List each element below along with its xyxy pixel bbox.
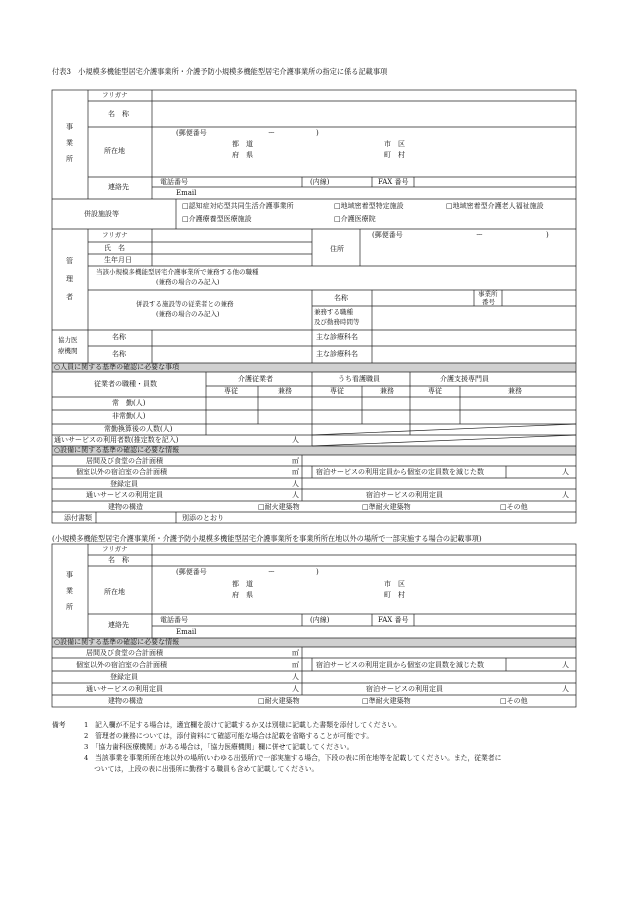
staff-part-1: 兼務: [278, 387, 292, 395]
branch-name-label: 名 称: [108, 556, 129, 564]
branch-stay-capacity-diff-unit: 人: [562, 661, 569, 669]
facility-stay-capacity-diff-unit: 人: [562, 468, 569, 476]
office-postal-label: (郵便番号: [176, 129, 207, 137]
branch-office-label-1: 事: [66, 571, 73, 579]
staff-section-header: ○人員に関する基準の確認に必要な事項: [54, 363, 180, 371]
office-fuken: 府 県: [232, 151, 253, 159]
staff-part-3: 兼務: [508, 387, 522, 395]
manager-c-office-no-1: 事業所: [478, 290, 498, 298]
branch-postal-dash: ー: [268, 568, 275, 576]
manager-address-label: 住所: [330, 245, 344, 253]
form-title: 付表3 小規模多機能型居宅介護事業所・介護予防小規模多機能型居宅介護事業所の指定に係る記載事項: [52, 67, 388, 76]
structure-other[interactable]: □その他: [500, 503, 528, 511]
facility-living-area: 居間及び食堂の合計面積: [86, 457, 163, 465]
branch-shiku: 市 区: [384, 580, 405, 588]
staff-row-users: 通いサービスの利用者数(推定数を記入): [54, 436, 179, 444]
facility-registration-capacity: 登録定員: [110, 480, 138, 488]
manager-c-role-2: 及び勤務時間等: [314, 318, 360, 326]
heisetsu-option-3[interactable]: □地域密着型介護老人福祉施設: [446, 202, 544, 210]
manager-c-name-label: 名称: [334, 294, 348, 302]
manager-concurrent1-note: (兼務の場合のみ記入): [156, 278, 220, 286]
staff-full-3: 専従: [428, 387, 442, 395]
office-postal-close: ): [316, 129, 319, 137]
staff-group-1: 介護従業者: [238, 375, 273, 383]
office-label-1: 事: [66, 123, 73, 131]
branch-furigana-label: フリガナ: [102, 545, 128, 553]
note-4a: 4 当該事業を事業所所在地以外の場所(いわゆる出張所)で一部実施する場合，下段の表に所在地等を記載してください。また，従業者に: [84, 754, 502, 762]
facility-stay-capacity: 宿泊サービスの利用定員: [366, 491, 443, 499]
facility-shared-room-unit: ㎡: [292, 468, 299, 476]
branch-office-label-2: 業: [66, 587, 73, 595]
office-label-3: 所: [66, 155, 73, 163]
office-chouson: 町 村: [384, 151, 405, 159]
staff-col-head: 従業者の職種・員数: [94, 380, 157, 388]
branch-chouson: 町 村: [384, 591, 405, 599]
office-contact-label: 連絡先: [108, 183, 129, 191]
manager-c-role-1: 兼務する職種: [314, 308, 353, 316]
office-label-2: 業: [66, 139, 73, 147]
attachment-value: 別添のとおり: [182, 514, 224, 522]
heisetsu-option-4[interactable]: □介護療養型医療施設: [182, 215, 252, 223]
branch-shared-room-area: 個室以外の宿泊室の合計面積: [76, 661, 167, 669]
branch-postal-close: ): [316, 568, 319, 576]
facility-registration-unit: 人: [292, 480, 299, 488]
branch-contact-label: 連絡先: [108, 621, 129, 629]
structure-semi-fireproof[interactable]: □準耐火建築物: [362, 503, 411, 511]
branch-stay-capacity: 宿泊サービスの利用定員: [366, 685, 443, 693]
staff-row-fulltime: 常 勤(人): [112, 399, 146, 407]
branch-shared-room-unit: ㎡: [292, 661, 299, 669]
staff-part-2: 兼務: [380, 387, 394, 395]
staff-row-parttime: 非常勤(人): [112, 412, 146, 420]
branch-postal-label: (郵便番号: [176, 568, 207, 576]
staff-users-unit: 人: [292, 436, 299, 444]
facility-day-unit: 人: [292, 491, 299, 499]
facility-stay-unit: 人: [562, 491, 569, 499]
branch-address-label: 所在地: [104, 588, 125, 596]
heisetsu-option-1[interactable]: □認知症対応型共同生活介護事業所: [182, 202, 294, 210]
office-tel-label: 電話番号: [160, 178, 188, 186]
manager-name-label: 氏 名: [104, 244, 125, 252]
manager-postal-dash: ー: [476, 231, 483, 239]
branch-fuken: 府 県: [232, 591, 253, 599]
manager-birth-label: 生年月日: [104, 256, 132, 264]
staff-group-3: 介護支援専門員: [440, 375, 489, 383]
branch-structure-label: 建物の構造: [108, 697, 143, 705]
office-todo: 都 道: [232, 140, 253, 148]
manager-label-1: 管: [66, 257, 73, 265]
manager-concurrent1: 当該小規模多機能型居宅介護事業所で兼務する他の職種: [96, 268, 259, 276]
branch-day-unit: 人: [292, 685, 299, 693]
facility-living-unit: ㎡: [292, 457, 299, 465]
note-4b: ついては，上段の表に出張所に勤務する職員も含めて記載してください。: [94, 765, 319, 773]
staff-full-2: 専従: [330, 387, 344, 395]
facility-structure-label: 建物の構造: [108, 503, 143, 511]
office-naisen: (内線): [310, 178, 330, 186]
coop-name-label-2: 名称: [112, 350, 126, 358]
notes-label: 備考: [52, 721, 66, 729]
manager-c-office-no-2: 番号: [482, 298, 495, 306]
staff-full-1: 専従: [224, 387, 238, 395]
structure-fireproof[interactable]: □耐火建築物: [258, 503, 300, 511]
branch-living-unit: ㎡: [292, 649, 299, 657]
manager-concurrent2-note: (兼務の場合のみ記入): [156, 310, 220, 318]
attachment-label: 添付書類: [64, 514, 92, 522]
coop-label-2: 療機関: [58, 347, 78, 355]
branch-registration: 登録定員: [110, 673, 138, 681]
office-fax-label: FAX 番号: [378, 178, 409, 186]
coop-name-label-1: 名称: [112, 333, 126, 341]
branch-structure-semi-fireproof[interactable]: □準耐火建築物: [362, 697, 411, 705]
branch-day-capacity: 通いサービスの利用定員: [86, 685, 163, 693]
office-email-label: Email: [176, 189, 197, 197]
branch-naisen: (内線): [310, 616, 330, 624]
facility-day-capacity: 通いサービスの利用定員: [86, 491, 163, 499]
coop-label-1: 協力医: [58, 336, 78, 344]
manager-label-3: 者: [66, 293, 73, 301]
office-address-label: 所在地: [104, 147, 125, 155]
branch-fax-label: FAX 番号: [378, 616, 409, 624]
office-postal-dash: ー: [268, 129, 275, 137]
heisetsu-option-2[interactable]: □地域密着型特定施設: [334, 202, 404, 210]
facility-section-header: ○設備に関する基準の確認に必要な情報: [54, 446, 180, 454]
note-1: 1 記入欄が不足する場合は，適宜欄を設けて記載するか又は別様に記載した書類を添付してください。: [84, 721, 401, 729]
branch-title: (小規模多機能型居宅介護事業所・介護予防小規模多機能型居宅介護事業所を事業所所在地以外の場所で一部実施する場合の記載事項): [52, 534, 482, 543]
branch-email-label: Email: [176, 628, 197, 636]
branch-facility-header: ○設備に関する基準の確認に必要な情報: [54, 638, 180, 646]
manager-furigana-label: フリガナ: [102, 231, 128, 239]
branch-stay-unit: 人: [562, 685, 569, 693]
branch-stay-capacity-diff: 宿泊サービスの利用定員から個室の定員数を減じた数: [316, 661, 484, 669]
branch-living-area: 居間及び食堂の合計面積: [86, 649, 163, 657]
office-name-label: 名 称: [108, 110, 129, 118]
note-3: 3 「協力歯科医療機関」がある場合は，「協力医療機関」欄に併せて記載してください。: [84, 743, 354, 751]
branch-todo: 都 道: [232, 580, 253, 588]
facility-shared-room-area: 個室以外の宿泊室の合計面積: [76, 468, 167, 476]
branch-office-label-3: 所: [66, 603, 73, 611]
manager-postal-close: ): [546, 231, 549, 239]
note-2: 2 管理者の兼務については，添付資料にて確認可能な場合は記載を省略することが可能です。: [84, 732, 374, 740]
coop-subject-label-2: 主な診療科名: [316, 350, 358, 358]
manager-label-2: 理: [66, 275, 73, 283]
manager-concurrent2: 併設する施設等の従業者との兼務: [136, 300, 234, 308]
branch-tel-label: 電話番号: [160, 616, 188, 624]
manager-postal-label: (郵便番号: [372, 231, 403, 239]
staff-row-converted: 常勤換算後の人数(人): [104, 425, 173, 433]
branch-structure-other[interactable]: □その他: [500, 697, 528, 705]
staff-group-2: うち看護職員: [338, 375, 380, 383]
facility-stay-capacity-diff: 宿泊サービスの利用定員から個室の定員数を減じた数: [316, 468, 484, 476]
branch-structure-fireproof[interactable]: □耐火建築物: [258, 697, 300, 705]
office-furigana-label: フリガナ: [102, 91, 128, 99]
branch-registration-unit: 人: [292, 673, 299, 681]
heisetsu-label: 併設施設等: [84, 210, 119, 218]
coop-subject-label-1: 主な診療科名: [316, 333, 358, 341]
heisetsu-option-5[interactable]: □介護医療院: [334, 215, 376, 223]
office-shiku: 市 区: [384, 140, 405, 148]
